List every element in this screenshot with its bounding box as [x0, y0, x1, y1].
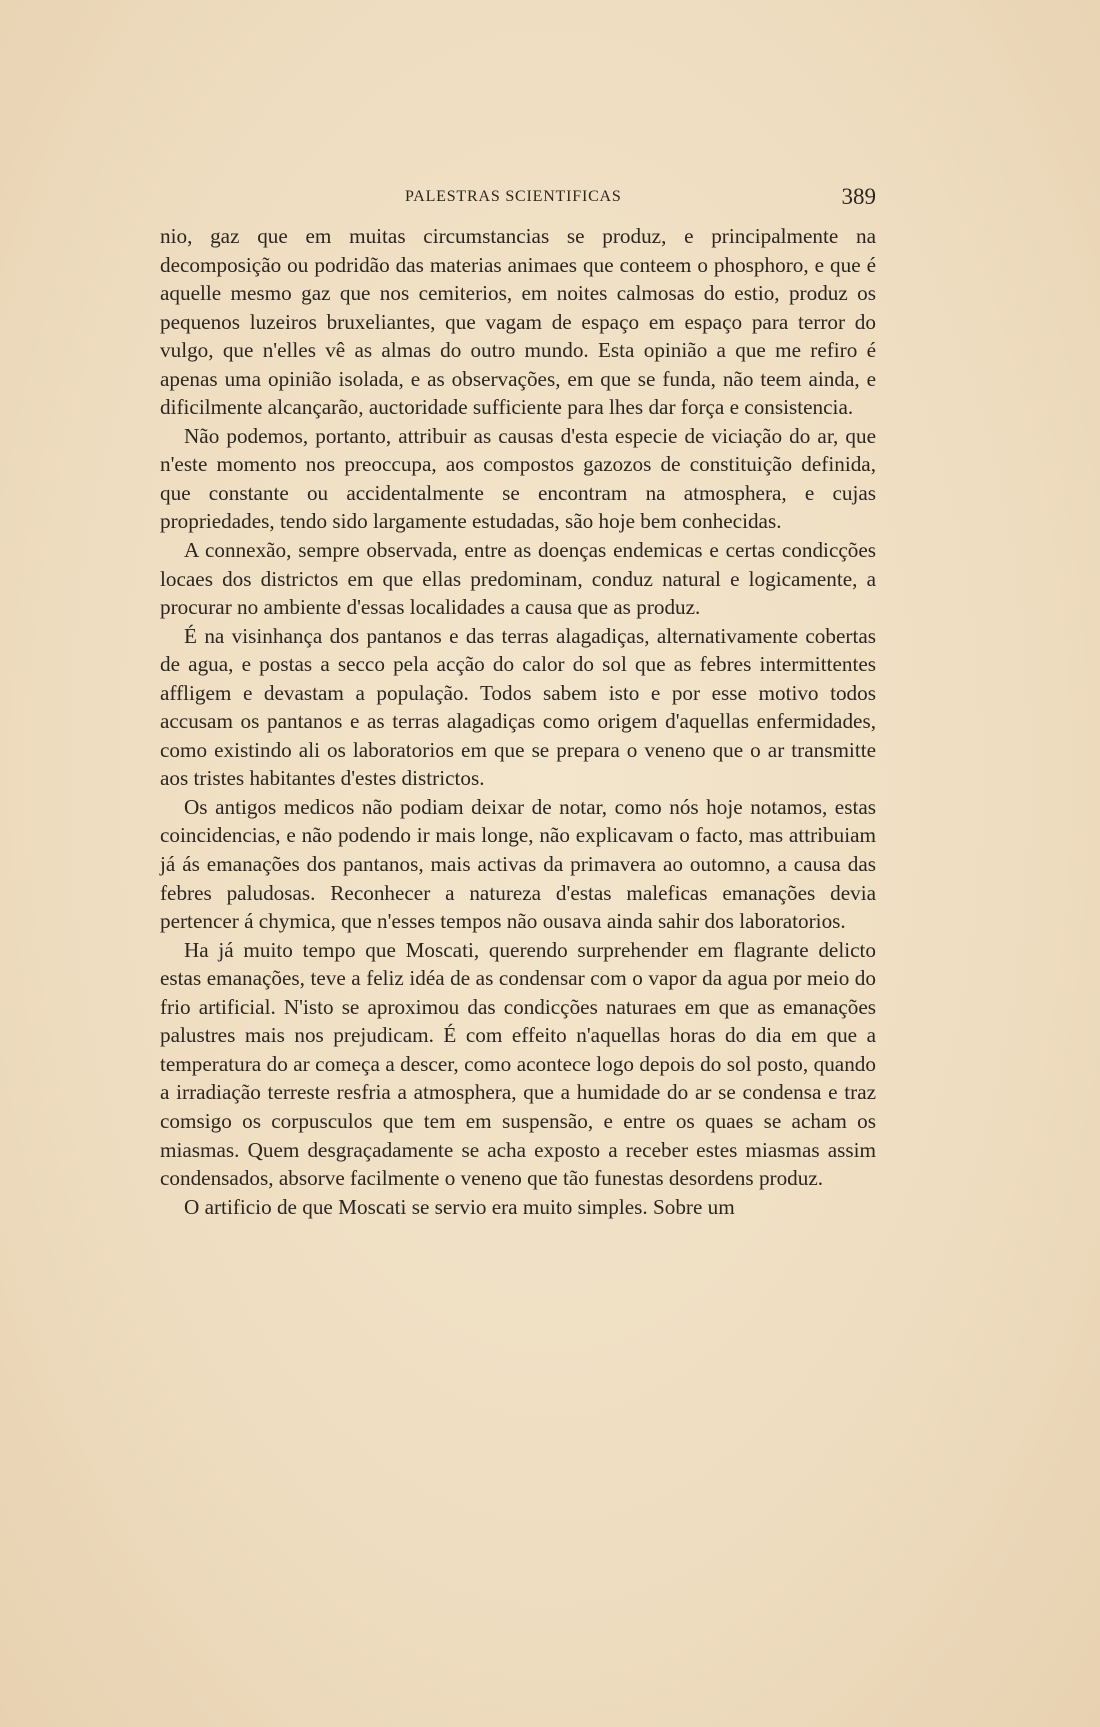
paragraph: O artificio de que Moscati se servio era muito simples. Sobre um: [184, 1194, 735, 1219]
running-head: PALESTRAS SCIENTIFICAS: [405, 188, 622, 205]
page-number: 389: [841, 184, 876, 209]
page-header: [160, 184, 876, 214]
body-text: [160, 222, 876, 1221]
paragraph: Ha já muito tempo que Moscati, querendo surprehender em flagrante delicto estas emanações, teve a feliz idéa de as condensar com o vapor da agua por meio do frio artificial. N'isto se aproximou das condicções naturaes em que as emanações palustres mais nos prejudicam. É com effeito n'aquellas horas do dia em que a temperatura do ar começa a descer, como acontece logo depois do sol posto, quando a irradiação terreste resfria a atmosphera, que a humidade do ar se condensa e traz comsigo os corpusculos que tem em suspensão, e entre os quaes se acham os miasmas. Quem desgraçadamente se acha exposto a receber estes miasmas assim condensados, absorve facilmente o veneno que tão funestas desordens produz.: [160, 937, 876, 1191]
paragraph: Os antigos medicos não podiam deixar de notar, como nós hoje notamos, estas coincidencias, e não podendo ir mais longe, não explicavam o facto, mas attribuiam já ás emanações dos pantanos, mais activas da primavera ao outomno, a causa das febres paludosas. Reconhecer a natureza d'estas maleficas emanações devia pertencer á chymica, que n'esses tempos não ousava ainda sahir dos laboratorios.: [160, 794, 876, 934]
paragraph: nio, gaz que em muitas circumstancias se produz, e principalmente na decomposição ou podridão das materias animaes que conteem o phosphoro, e que é aquelle mesmo gaz que nos cemiterios, em noites calmosas do estio, produz os pequenos luzeiros bruxeliantes, que vagam de espaço em espaço para terror do vulgo, que n'elles vê as almas do outro mundo. Esta opinião a que me refiro é apenas uma opinião isolada, e as observações, em que se funda, não teem ainda, e dificilmente alcançarão, auctoridade sufficiente para lhes dar força e consistencia.: [160, 224, 876, 420]
paragraph: A connexão, sempre observada, entre as doenças endemicas e certas condicções locaes dos districtos em que ellas predominam, conduz natural e logicamente, a procurar no ambiente d'essas localidades a causa que as produz.: [160, 538, 876, 620]
paragraph: Não podemos, portanto, attribuir as causas d'esta especie de viciação do ar, que n'este momento nos preoccupa, aos compostos gazozos de constituição definida, que constante ou accidentalmente se encontram na atmosphera, e cujas propriedades, tendo sido largamente estudadas, são hoje bem conhecidas.: [160, 423, 876, 534]
paragraph: É na visinhança dos pantanos e das terras alagadiças, alternativamente cobertas de agua, e postas a secco pela acção do calor do sol que as febres intermittentes affligem e devastam a população. Todos sabem isto e por esse motivo todos accusam os pantanos e as terras alagadiças como origem d'aquellas enfermidades, como existindo ali os laboratorios em que se prepara o veneno que o ar transmitte aos tristes habitantes d'estes districtos.: [160, 623, 876, 791]
